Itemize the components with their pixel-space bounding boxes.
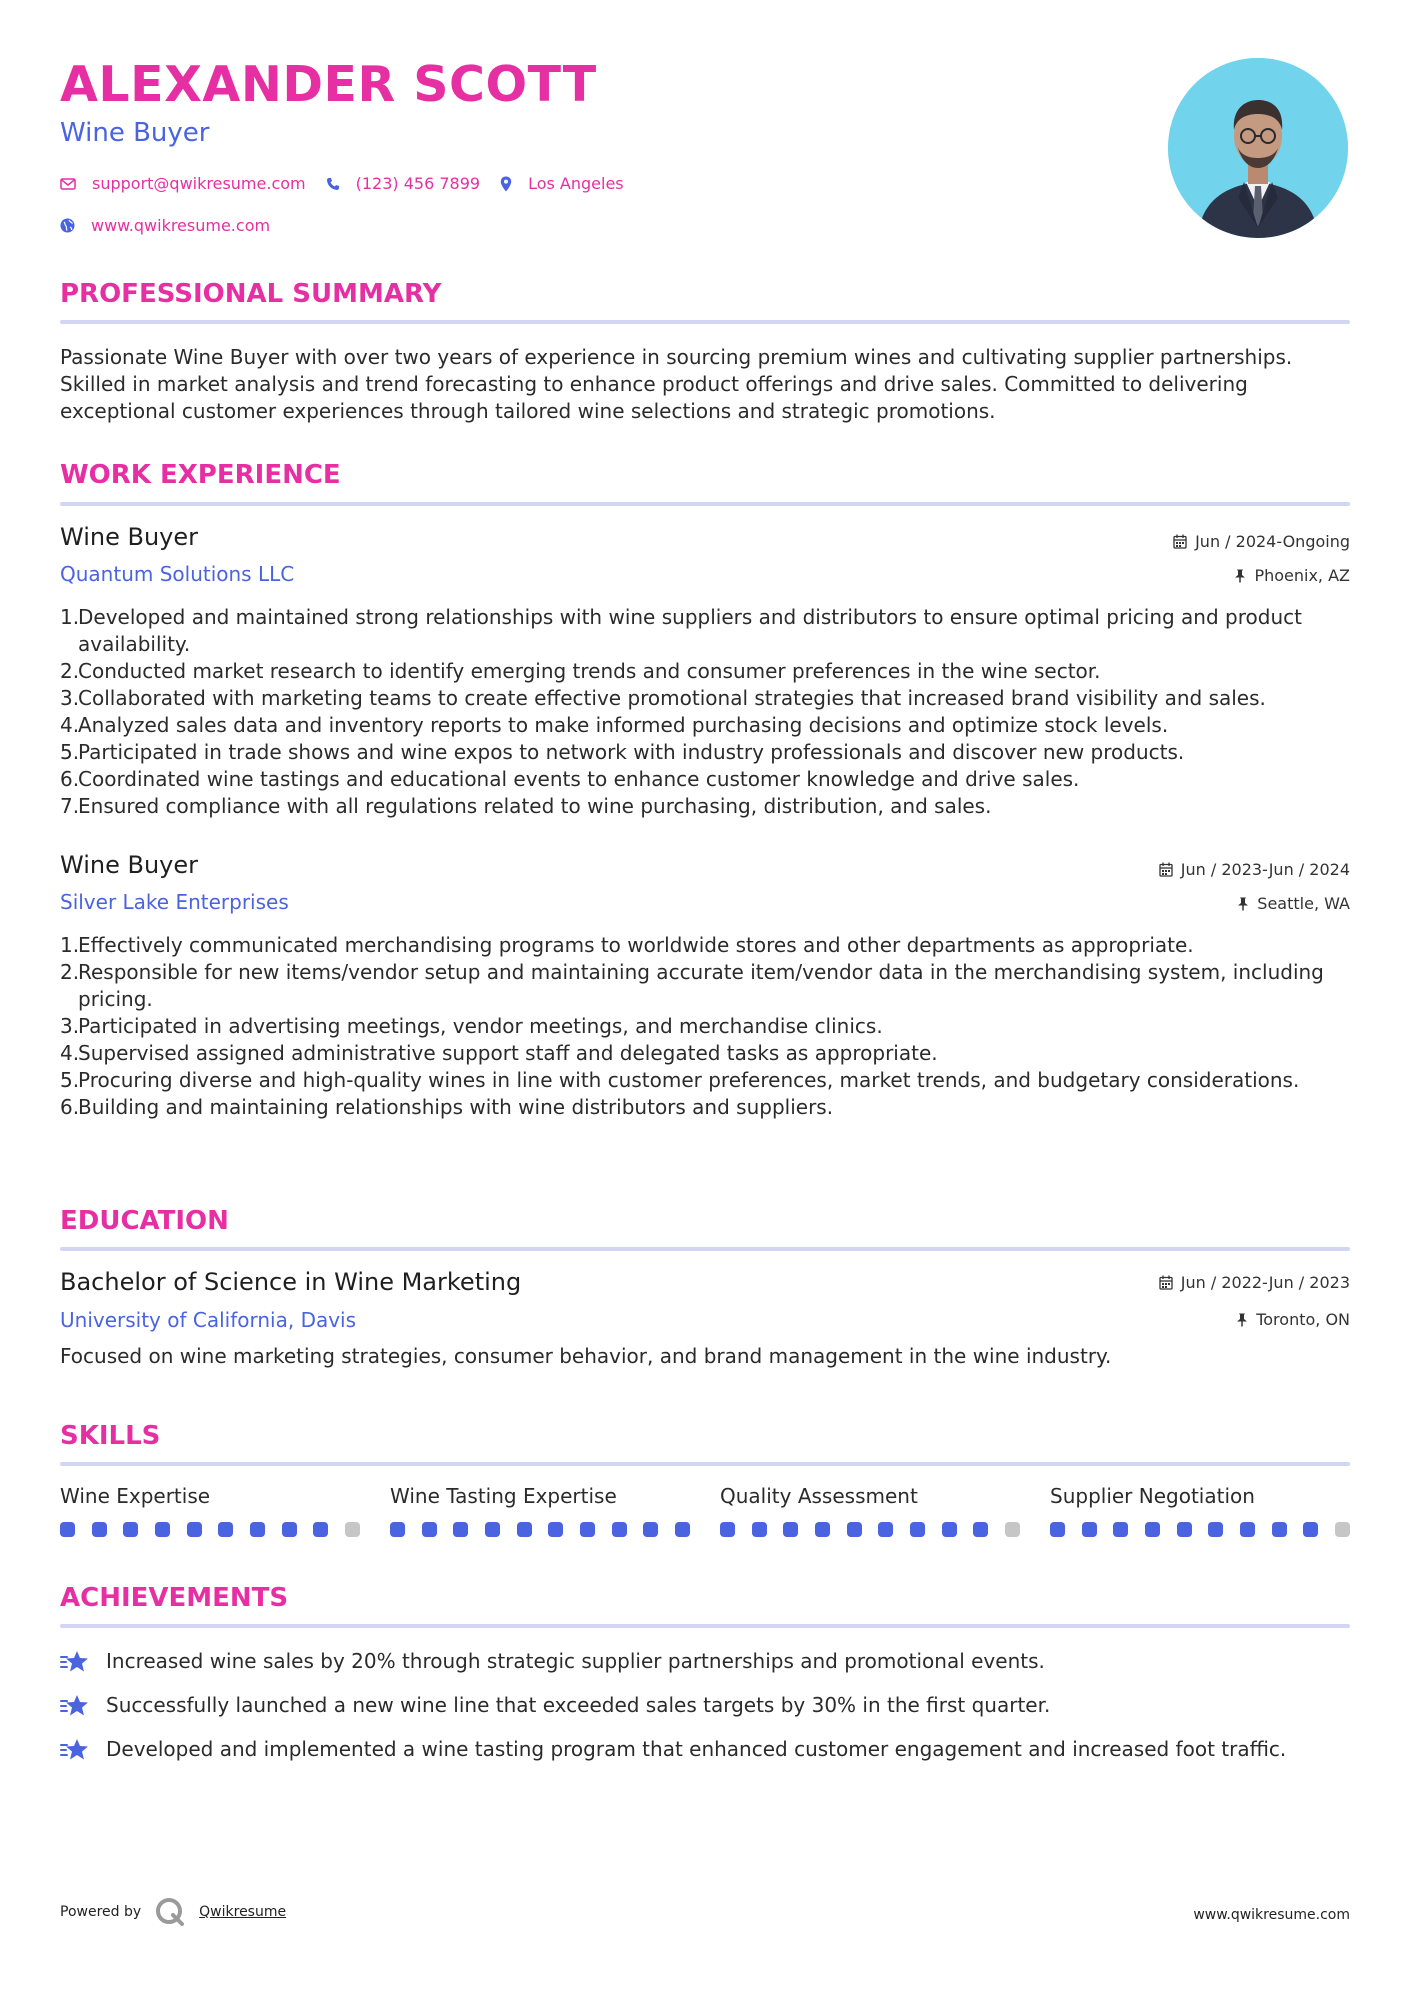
list-item: 1. Effectively communicated merchandising programs to worldwide stores and other departments as appropriate. xyxy=(60,933,1194,957)
skill-dot-empty xyxy=(345,1522,360,1537)
contact-row xyxy=(60,174,644,193)
skill-dot-filled xyxy=(1113,1522,1128,1537)
email-item[interactable] xyxy=(60,174,306,193)
list-item: 5. Participated in trade shows and wine expos to network with industry professionals and discover new products. xyxy=(60,740,1185,764)
skill-dot-filled xyxy=(282,1522,297,1537)
achievement-item xyxy=(60,1736,1350,1763)
skill-dot-filled xyxy=(942,1522,957,1537)
skill-dot-filled xyxy=(1208,1522,1223,1537)
list-item: 1. Developed and maintained strong relationships with wine suppliers and distributors to ensure optimal pricing and product availability. xyxy=(60,605,1302,656)
skill-dot-filled xyxy=(485,1522,500,1537)
achievement-text: Successfully launched a new wine line that exceeded sales targets by 30% in the first quarter. xyxy=(106,1693,1051,1717)
education-description: Focused on wine marketing strategies, consumer behavior, and brand management in the wine industry. xyxy=(60,1344,1112,1368)
calendar-icon xyxy=(1159,862,1173,877)
skill-dot-filled xyxy=(123,1522,138,1537)
skill-dot-filled xyxy=(313,1522,328,1537)
section-divider xyxy=(60,320,1350,324)
website-row xyxy=(60,216,290,235)
job-location-text: Phoenix, AZ xyxy=(1254,566,1350,585)
footer-powered-by xyxy=(60,1897,286,1927)
website-text: www.qwikresume.com xyxy=(91,216,271,235)
skill-dot-filled xyxy=(783,1522,798,1537)
skill-dot-filled xyxy=(973,1522,988,1537)
skill-dot-filled xyxy=(187,1522,202,1537)
phone-text: (123) 456 7899 xyxy=(355,174,481,193)
section-divider xyxy=(60,1624,1350,1628)
job-dates-text: Jun / 2023-Jun / 2024 xyxy=(1180,860,1350,879)
summary-text: Passionate Wine Buyer with over two years of experience in sourcing premium wines and cultivating supplier partnerships. Skilled in market analysis and trend forecasting to enhance product offerings and drive sales. Committed to delivering exceptional customer experiences through tailored wine selections and strategic promotions. xyxy=(60,345,1293,423)
pushpin-icon xyxy=(1234,569,1246,583)
map-pin-icon xyxy=(500,176,512,192)
envelope-icon xyxy=(60,178,76,190)
skill-dot-filled xyxy=(1050,1522,1065,1537)
skill-dot-filled xyxy=(453,1522,468,1537)
skill-dot-filled xyxy=(1082,1522,1097,1537)
job-dates xyxy=(1159,860,1350,879)
achievement-item xyxy=(60,1648,1350,1675)
candidate-name: ALEXANDER SCOTT xyxy=(60,56,597,113)
education-dates-text: Jun / 2022-Jun / 2023 xyxy=(1180,1273,1350,1292)
job-location-text: Seattle, WA xyxy=(1257,894,1350,913)
achievements-heading: ACHIEVEMENTS xyxy=(60,1583,289,1613)
skill-dot-filled xyxy=(548,1522,563,1537)
education-location xyxy=(1236,1310,1350,1329)
profile-photo xyxy=(1168,58,1348,238)
qwikresume-logo-icon xyxy=(155,1897,185,1927)
website-item[interactable] xyxy=(60,216,270,235)
candidate-role: Wine Buyer xyxy=(60,118,210,148)
list-item: 4. Analyzed sales data and inventory reports to make informed purchasing decisions and optimize stock levels. xyxy=(60,713,1169,737)
star-badge-icon xyxy=(60,1649,92,1675)
school-name: University of California, Davis xyxy=(60,1308,357,1332)
skill-name: Quality Assessment xyxy=(720,1484,918,1508)
skill-dot-filled xyxy=(517,1522,532,1537)
job-bullets xyxy=(60,604,1350,820)
skill-rating xyxy=(60,1522,360,1537)
location-item xyxy=(500,174,624,193)
skill-dot-filled xyxy=(155,1522,170,1537)
list-item: 3. Collaborated with marketing teams to create effective promotional strategies that increased brand visibility and sales. xyxy=(60,686,1266,710)
skill-dot-empty xyxy=(1005,1522,1020,1537)
skill-dot-filled xyxy=(1177,1522,1192,1537)
skill-rating xyxy=(720,1522,1020,1537)
list-item: 2. Responsible for new items/vendor setup and maintaining accurate item/vendor data in the merchandising system, including pricing. xyxy=(60,960,1324,1011)
pushpin-icon xyxy=(1237,897,1249,911)
education-dates xyxy=(1159,1273,1350,1292)
job-location xyxy=(1237,894,1350,913)
job-location xyxy=(1234,566,1350,585)
company-name: Quantum Solutions LLC xyxy=(60,562,295,586)
skill-dot-filled xyxy=(1272,1522,1287,1537)
skill-dot-filled xyxy=(218,1522,233,1537)
list-item: 2. Conducted market research to identify emerging trends and consumer preferences in the wine sector. xyxy=(60,659,1101,683)
skill-rating xyxy=(1050,1522,1350,1537)
skill-dot-filled xyxy=(612,1522,627,1537)
skill-name: Wine Tasting Expertise xyxy=(390,1484,617,1508)
job-title: Wine Buyer xyxy=(60,851,198,879)
powered-by-label: Powered by xyxy=(60,1904,142,1920)
degree-title: Bachelor of Science in Wine Marketing xyxy=(60,1268,522,1296)
company-name: Silver Lake Enterprises xyxy=(60,890,289,914)
skill-dot-filled xyxy=(60,1522,75,1537)
star-badge-icon xyxy=(60,1737,92,1763)
list-item: 4. Supervised assigned administrative support staff and delegated tasks as appropriate. xyxy=(60,1041,938,1065)
skill-dot-filled xyxy=(1240,1522,1255,1537)
calendar-icon xyxy=(1159,1275,1173,1290)
skill-dot-filled xyxy=(720,1522,735,1537)
skills-heading: SKILLS xyxy=(60,1421,161,1451)
skill-item xyxy=(720,1484,1020,1537)
skill-dot-empty xyxy=(1335,1522,1350,1537)
skill-item xyxy=(390,1484,690,1537)
resume-page xyxy=(60,0,1350,1990)
education-heading: EDUCATION xyxy=(60,1206,229,1236)
achievement-item xyxy=(60,1692,1350,1719)
section-divider xyxy=(60,1462,1350,1466)
footer-website[interactable]: www.qwikresume.com xyxy=(1193,1907,1350,1923)
skill-dot-filled xyxy=(878,1522,893,1537)
skill-dot-filled xyxy=(390,1522,405,1537)
list-item: 5. Procuring diverse and high-quality wines in line with customer preferences, market trends, and budgetary considerations. xyxy=(60,1068,1300,1092)
skill-rating xyxy=(390,1522,690,1537)
profile-portrait-icon xyxy=(1168,58,1348,238)
skill-name: Supplier Negotiation xyxy=(1050,1484,1255,1508)
list-item: 6. Building and maintaining relationships with wine distributors and suppliers. xyxy=(60,1095,834,1119)
skill-dot-filled xyxy=(92,1522,107,1537)
calendar-icon xyxy=(1173,534,1187,549)
skill-dot-filled xyxy=(752,1522,767,1537)
skill-dot-filled xyxy=(815,1522,830,1537)
phone-item[interactable] xyxy=(326,174,480,193)
skill-name: Wine Expertise xyxy=(60,1484,211,1508)
skill-dot-filled xyxy=(643,1522,658,1537)
email-text: support@qwikresume.com xyxy=(92,174,306,193)
location-text: Los Angeles xyxy=(528,174,624,193)
skill-dot-filled xyxy=(910,1522,925,1537)
section-divider xyxy=(60,502,1350,506)
skill-item xyxy=(1050,1484,1350,1537)
list-item: 3. Participated in advertising meetings, vendor meetings, and merchandise clinics. xyxy=(60,1014,883,1038)
star-badge-icon xyxy=(60,1693,92,1719)
skill-dot-filled xyxy=(847,1522,862,1537)
skill-dot-filled xyxy=(1303,1522,1318,1537)
skill-dot-filled xyxy=(250,1522,265,1537)
list-item: 6. Coordinated wine tastings and educational events to enhance customer knowledge and drive sales. xyxy=(60,767,1080,791)
list-item: 7. Ensured compliance with all regulations related to wine purchasing, distribution, and sales. xyxy=(60,794,992,818)
section-divider xyxy=(60,1247,1350,1251)
skill-item xyxy=(60,1484,360,1537)
experience-heading: WORK EXPERIENCE xyxy=(60,460,341,490)
skill-dot-filled xyxy=(580,1522,595,1537)
job-dates xyxy=(1173,532,1350,551)
phone-icon xyxy=(326,177,340,191)
job-dates-text: Jun / 2024-Ongoing xyxy=(1195,532,1350,551)
job-title: Wine Buyer xyxy=(60,523,198,551)
achievement-text: Developed and implemented a wine tasting program that enhanced customer engagement and increased foot traffic. xyxy=(106,1737,1287,1761)
summary-heading: PROFESSIONAL SUMMARY xyxy=(60,279,442,309)
skill-dot-filled xyxy=(422,1522,437,1537)
skill-dot-filled xyxy=(675,1522,690,1537)
pushpin-icon xyxy=(1236,1313,1248,1327)
qwikresume-link[interactable]: Qwikresume xyxy=(199,1904,287,1920)
achievement-text: Increased wine sales by 20% through strategic supplier partnerships and promotional events. xyxy=(106,1649,1045,1673)
skill-dot-filled xyxy=(1145,1522,1160,1537)
job-bullets xyxy=(60,932,1350,1121)
globe-icon xyxy=(60,218,75,233)
education-location-text: Toronto, ON xyxy=(1256,1310,1350,1329)
